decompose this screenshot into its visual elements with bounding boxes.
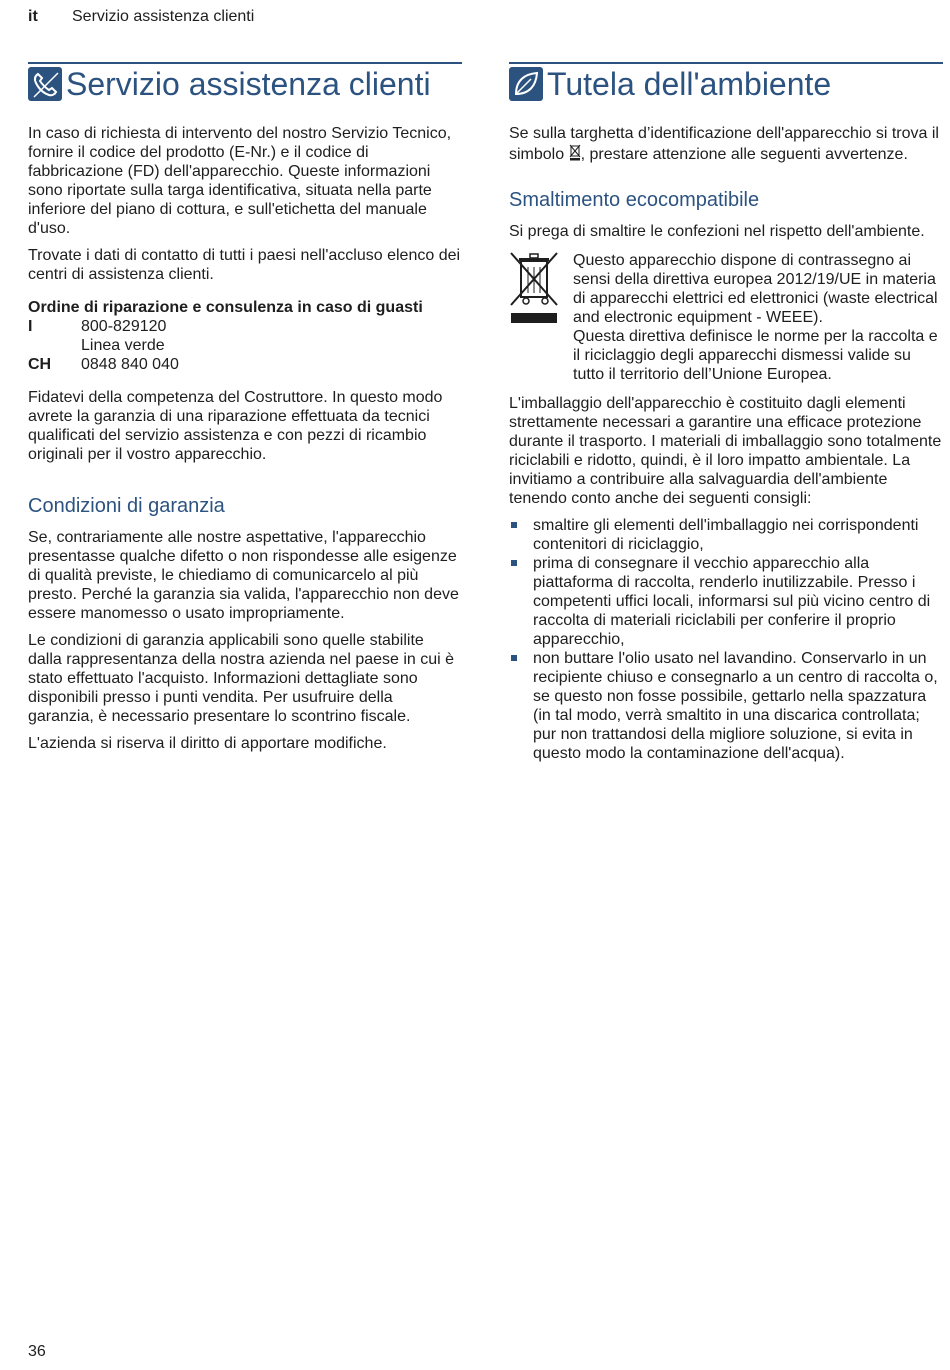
environment-heading: [509, 62, 943, 104]
phone-note: Linea verde: [81, 337, 165, 354]
weee-paragraph-2: Questa direttiva definisce le norme per la raccolta e il riciclaggio degli apparecchi dismessi valide su tutto il territorio dell’Unione Europea.: [573, 328, 938, 383]
weee-symbol-icon: [509, 251, 573, 384]
country-code: CH: [28, 356, 52, 373]
page-title: Servizio assistenza clienti: [66, 66, 431, 102]
warranty-paragraph-1: Se, contrariamente alle nostre aspettative, l'apparecchio presentasse qualche difetto o non rispondesse alle esigenze di qualità previste, le chiediamo di comunicarcelo al più presto. Perché la garanzia sia valida, l'apparecchio non deve essere manomesso o usato impropriamente.: [28, 529, 459, 622]
weee-block: [509, 251, 943, 384]
warranty-heading: Condizioni di garanzia: [28, 495, 225, 517]
contact-row: [28, 317, 462, 336]
weee-text: [573, 251, 943, 384]
warranty-paragraph-3: L'azienda si riserva il diritto di apportare modifiche.: [28, 735, 387, 752]
phone-icon: [28, 67, 62, 101]
contact-row: [28, 336, 462, 355]
phone-number: 800-829120: [81, 318, 167, 335]
trust-paragraph: Fidatevi della competenza del Costruttore. In questo modo avrete la garanzia di una riparazione effettuata da tecnici qualificati del servizio assistenza e con pezzi di ricambio originali per il vostro apparecchio.: [28, 389, 443, 463]
environment-intro: Se sulla targhetta d’identificazione dell'apparecchio si trova il simbolo , prestare attenzione alle seguenti avvertenze.: [509, 125, 939, 163]
customer-service-heading: [28, 62, 462, 104]
packaging-paragraph: L'imballaggio dell'apparecchio è costituito dagli elementi strettamente necessari a garantire una efficace protezione durante il trasporto. I materiali di imballaggio sono totalmente riciclabili e ridotto, quindi, è il loro impatto ambientale. La invitiamo a contribuire alla salvaguardia dell'ambiente tenendo conto anche dei seguenti consigli:: [509, 395, 942, 507]
list-item: non buttare l'olio usato nel lavandino. Conservarlo in un recipiente chiuso e consegnarlo a un centro di raccolta o, se questo non fosse possibile, gettarlo nella spazzatura (in tal modo, verrà smaltito in una discarica controllata; pur non trattandosi della migliore soluzione, si evita in questo modo la contaminazione dell'acqua).: [509, 649, 943, 763]
bullet-square-icon: [511, 522, 517, 528]
contact-row: [28, 355, 462, 374]
disposal-heading: Smaltimento ecocompatibile: [509, 189, 760, 211]
environment-column: [509, 62, 943, 763]
contact-list: [28, 317, 462, 374]
leaf-icon: [509, 67, 543, 101]
intro-paragraph-2: Trovate i dati di contatto di tutti i paesi nell'accluso elenco dei centri di assistenza clienti.: [28, 247, 461, 283]
intro-paragraph-1: In caso di richiesta di intervento del nostro Servizio Tecnico, fornire il codice del prodotto (E-Nr.) e il codice di fabbricazione (FD) dell'apparecchio. Queste informazioni sono riportate sulla targa identificativa, situata nella parte inferiore del piano di cottura, e sull'etichetta del manuale d'uso.: [28, 125, 452, 237]
weee-paragraph-1: Questo apparecchio dispone di contrassegno ai sensi della direttiva europea 2012/19/UE in materia di apparecchi elettrici ed elettronici (waste electrical and electronic equipment - WEEE).: [573, 252, 938, 326]
language-code: it: [28, 8, 38, 25]
list-item: smaltire gli elementi dell'imballaggio nei corrispondenti contenitori di riciclaggio,: [509, 516, 943, 554]
weee-bin-icon: [569, 143, 581, 161]
warranty-paragraph-2: Le condizioni di garanzia applicabili sono quelle stabilite dalla rappresentanza della nostra azienda nel paese in cui è stato effettuato l'acquisto. Informazioni dettagliate sono disponibili presso i punti vendita. Per usufruire della garanzia, è necessario presentare lo scontrino fiscale.: [28, 632, 455, 725]
advice-list: [509, 516, 943, 763]
section-title: Tutela dell'ambiente: [547, 66, 832, 102]
disposal-paragraph: Si prega di smaltire le confezioni nel rispetto dell'ambiente.: [509, 223, 925, 240]
header-section-title: Servizio assistenza clienti: [72, 8, 255, 25]
repair-heading: Ordine di riparazione e consulenza in caso di guasti: [28, 299, 423, 316]
bullet-square-icon: [511, 655, 517, 661]
bullet-square-icon: [511, 560, 517, 566]
customer-service-column: [28, 62, 462, 761]
list-item: prima di consegnare il vecchio apparecchio alla piattaforma di raccolta, renderlo inutilizzabile. Presso i competenti uffici locali, informarsi sul più vicino centro di raccolta di materiali riciclabili per conferire il proprio apparecchio,: [509, 554, 943, 649]
country-code: I: [28, 318, 33, 335]
page-number: 36: [28, 1343, 46, 1360]
phone-number: 0848 840 040: [81, 356, 179, 373]
